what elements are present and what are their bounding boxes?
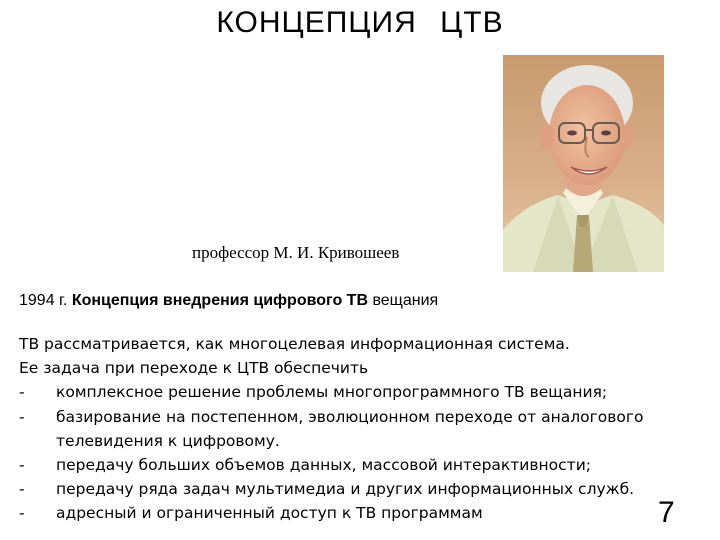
page-number: 7: [658, 496, 675, 529]
list-item: [19, 380, 699, 404]
list-item-text: передачу ряда задач мультимедиа и других информационных служб.: [56, 480, 635, 499]
list-item-text: базирование на постепенном, эволюционном переходе от аналогового: [56, 407, 644, 426]
subtitle-bold: Концепция внедрения цифрового ТВ: [71, 292, 368, 309]
list-item-text: передачу больших объемов данных, массовой интерактивности;: [56, 456, 591, 475]
portrait-photo: [503, 55, 664, 272]
subtitle: [19, 292, 438, 310]
photo-caption: профессор М. И. Кривошеев: [192, 243, 400, 262]
body-line-2: Ее задача при переходе к ЦТВ обеспечить: [19, 359, 369, 378]
list-dash: -: [19, 504, 25, 523]
list-item: [19, 405, 699, 429]
body-line-1: ТВ рассматривается, как многоцелевая информационная система.: [19, 335, 570, 353]
list-item-text: комплексное решение проблемы многопрограммного ТВ вещания;: [56, 383, 608, 402]
list-dash: -: [19, 383, 25, 402]
subtitle-suffix: вещания: [368, 292, 439, 309]
list-item: [19, 477, 699, 501]
list-item-text: адресный и ограниченный доступ к ТВ программам: [56, 504, 483, 523]
list-dash: -: [19, 480, 25, 499]
list-dash: -: [19, 407, 25, 426]
list-dash: -: [19, 456, 25, 475]
slide-title: КОНЦЕПЦИЯ ЦТВ: [216, 6, 504, 39]
body-text: [19, 332, 699, 526]
subtitle-prefix: 1994 г.: [19, 292, 72, 309]
list-item: [19, 453, 699, 477]
list-item: [19, 501, 699, 525]
list-item-continuation: телевидения к цифровому.: [56, 431, 280, 450]
